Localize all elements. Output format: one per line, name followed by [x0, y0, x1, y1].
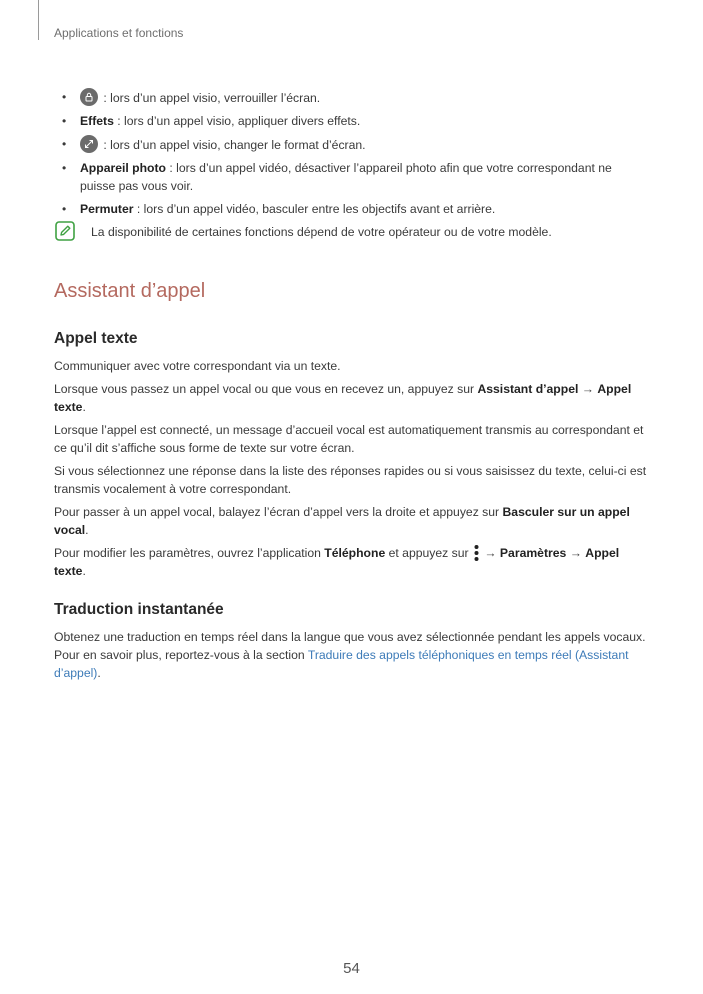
- menu-path-item: Assistant d’appel: [477, 382, 579, 396]
- note-text: La disponibilité de certaines fonctions dépend de votre opérateur ou de votre modèle.: [91, 225, 552, 239]
- list-item-text: : lors d’un appel visio, appliquer divers effets.: [113, 114, 361, 128]
- list-item-text: : lors d’un appel vidéo, basculer entre les objectifs avant et arrière.: [133, 202, 496, 216]
- text-run: .: [82, 400, 86, 414]
- text-run: .: [85, 523, 89, 537]
- page-margin-rule: [38, 0, 39, 40]
- menu-path-item: Appel texte: [54, 546, 620, 578]
- menu-path-item: Paramètres: [499, 546, 567, 560]
- menu-path-item: Téléphone: [324, 546, 386, 560]
- list-item: [54, 88, 650, 107]
- option-list: [54, 88, 650, 218]
- aspect-ratio-icon: [80, 135, 98, 153]
- lock-icon: [80, 88, 98, 106]
- arrow-separator: →: [480, 546, 500, 560]
- text-run: Pour modifier les paramètres, ouvrez l’application: [54, 546, 325, 560]
- paragraph: [54, 503, 650, 539]
- paragraph: Lorsque l’appel est connecté, un message d’accueil vocal est automatiquement transmis au correspondant et ce qu’il dit s’affiche sous forme de texte sur votre écran.: [54, 423, 644, 455]
- arrow-separator: →: [578, 382, 598, 396]
- list-item-text: : lors d’un appel vidéo, désactiver l’appareil photo afin que votre correspondant ne puisse pas vous voir.: [80, 161, 612, 193]
- text-run: .: [82, 564, 86, 578]
- list-item: [54, 112, 650, 130]
- list-item-text: : lors d’un appel visio, changer le format d’écran.: [100, 138, 366, 152]
- paragraph: [54, 380, 650, 416]
- text-run: Obtenez une traduction en temps réel dans la langue que vous avez sélectionnée pendant les appels vocaux. Pour en savoir plus, reportez-vous à la section: [54, 630, 646, 662]
- paragraph: Communiquer avec votre correspondant via un texte.: [54, 359, 341, 373]
- menu-path-item: Basculer sur un appel vocal: [54, 505, 630, 537]
- bullet: •: [62, 137, 67, 151]
- paragraph: [54, 544, 650, 580]
- bullet: •: [62, 202, 67, 216]
- text-run: .: [97, 666, 101, 680]
- page-number: 54: [343, 960, 360, 977]
- list-item: [54, 200, 650, 218]
- cross-reference-link[interactable]: Traduire des appels téléphoniques en temps réel (Assistant d’appel): [54, 648, 629, 680]
- running-header: Applications et fonctions: [54, 26, 184, 40]
- paragraph: [54, 628, 650, 682]
- arrow-separator: →: [566, 546, 586, 560]
- list-item-text: : lors d’un appel visio, verrouiller l’écran.: [100, 91, 321, 105]
- text-run: et appuyez sur: [385, 546, 472, 560]
- note-icon: [55, 221, 75, 241]
- bullet: •: [62, 90, 67, 104]
- bullet: •: [62, 161, 67, 175]
- text-run: Lorsque vous passez un appel vocal ou que vous en recevez un, appuyez sur: [54, 382, 478, 396]
- list-item: [54, 159, 650, 195]
- subsection-title-traduction: Traduction instantanée: [54, 601, 224, 618]
- list-item-term: Effets: [80, 114, 114, 128]
- page-content: [54, 88, 650, 687]
- paragraph: Si vous sélectionnez une réponse dans la liste des réponses rapides ou si vous saisissez du texte, celui-ci est transmis vocalement à votre correspondant.: [54, 464, 647, 496]
- list-item: [54, 135, 650, 154]
- section-title: Assistant d’appel: [54, 280, 206, 302]
- subsection-title-appel-texte: Appel texte: [54, 330, 138, 347]
- list-item-term: Appareil photo: [80, 161, 166, 175]
- bullet: •: [62, 114, 67, 128]
- text-run: Pour passer à un appel vocal, balayez l’écran d’appel vers la droite et appuyez sur: [54, 505, 503, 519]
- menu-path-item: Appel texte: [54, 382, 632, 414]
- more-options-icon: [474, 544, 479, 562]
- note-block: [54, 223, 650, 241]
- list-item-term: Permuter: [80, 202, 134, 216]
